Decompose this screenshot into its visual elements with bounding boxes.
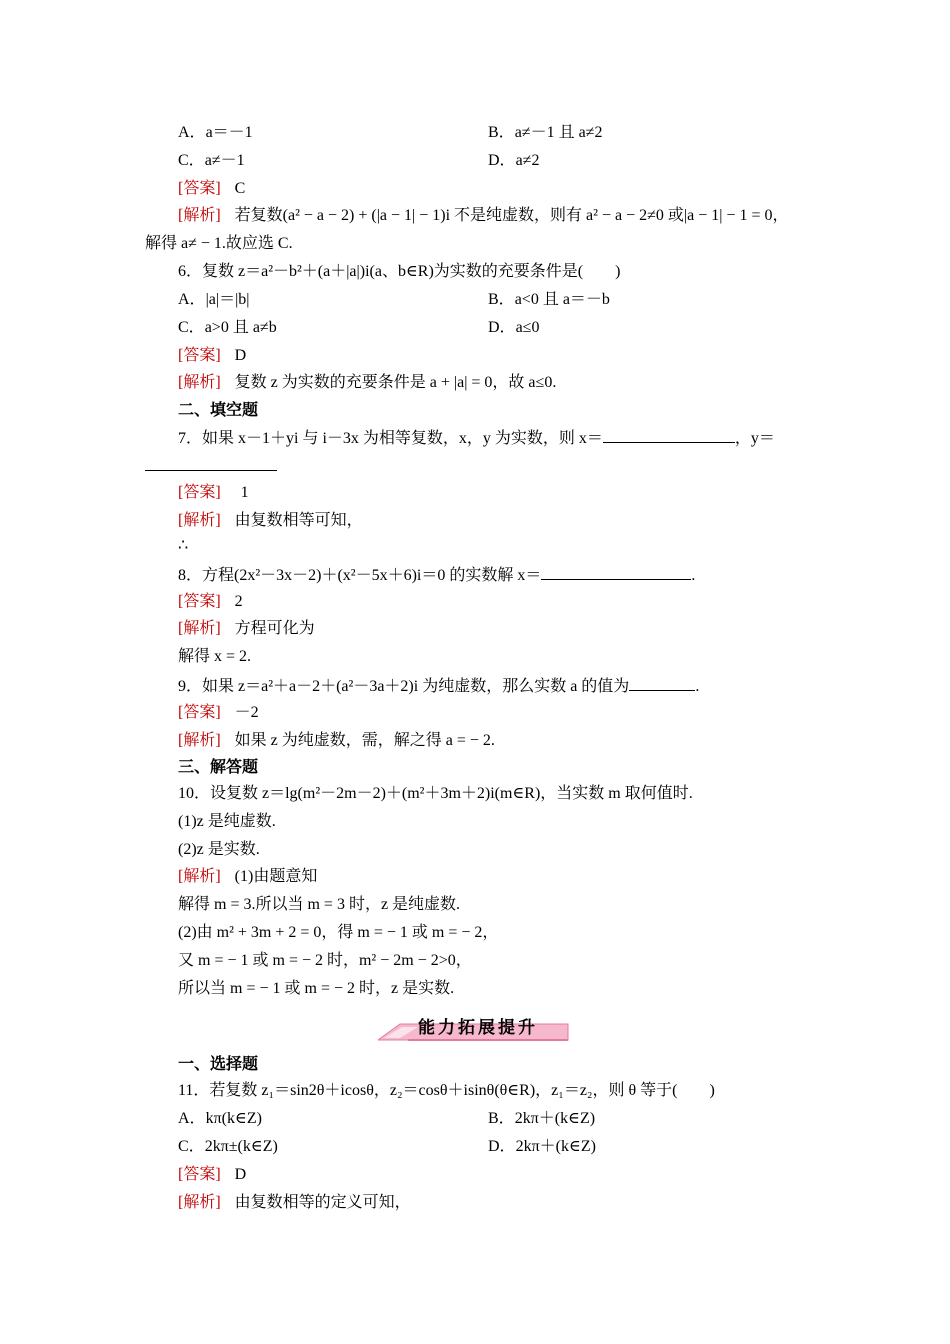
q6-answer — [178, 346, 246, 366]
option-label: D． — [488, 1138, 516, 1155]
q8-analysis — [178, 619, 315, 639]
q7-blank-2[interactable] — [145, 455, 277, 477]
answer-blank[interactable] — [629, 675, 695, 691]
q5-analysis — [178, 206, 788, 226]
analysis-text: 若复数(a² − a − 2) + (|a − 1| − 1)i 不是纯虚数，则有 a² − a − 2≠0 或|a − 1| − 1 = 0， — [234, 207, 789, 224]
option-text: a≠－1 — [204, 152, 245, 169]
option-label: C． — [178, 1138, 205, 1155]
q6-stem: 6．复数 z＝a²－b²＋(a＋|a|)i(a、b∈R)为实数的充要条件是( ) — [178, 263, 621, 280]
q11-stem: 11．若复数 z₁＝sin2θ＋icosθ，z₂＝cosθ＋isinθ(θ∈R)，z₁＝z₂，则 θ 等于( ) — [178, 1082, 715, 1099]
q6-option-c — [178, 318, 277, 338]
q10-stem: 10．设复数 z＝lg(m²－2m－2)＋(m²＋3m＋2)i(m∈R)，当实数 m 取何值时. — [178, 785, 693, 802]
answer-tag: [答案] — [178, 180, 221, 197]
q11-option-b — [488, 1109, 595, 1129]
q5-option-d — [488, 151, 539, 171]
answer-value: C — [234, 180, 246, 197]
q5-answer — [178, 179, 245, 199]
q6-option-d — [488, 318, 539, 338]
answer-blank[interactable] — [603, 427, 735, 443]
option-text: a＝－1 — [205, 124, 253, 141]
option-label: C． — [178, 319, 205, 336]
analysis-tag: [解析] — [178, 620, 221, 637]
q11-option-a — [178, 1109, 262, 1129]
stem-text: 7．如果 x－1＋yi 与 i－3x 为相等复数，x，y 为实数，则 x＝ — [178, 430, 603, 447]
option-label: A． — [178, 1110, 206, 1127]
therefore-symbol: ∴ — [178, 537, 189, 554]
q11-option-c — [178, 1137, 278, 1157]
q8-stem — [178, 564, 695, 586]
option-label: D． — [488, 152, 516, 169]
q11-answer — [178, 1165, 246, 1185]
q10-solution-line: 解得 m = 3.所以当 m = 3 时，z 是纯虚数. — [178, 896, 461, 913]
q10-analysis — [178, 867, 317, 887]
q5-option-b — [488, 123, 602, 143]
analysis-text: 由复数相等可知， — [234, 512, 363, 529]
option-label: B． — [488, 124, 515, 141]
stem-text: . — [695, 678, 700, 695]
q7-stem — [178, 427, 775, 449]
option-label: C． — [178, 152, 205, 169]
analysis-tag: [解析] — [178, 732, 221, 749]
q9-stem — [178, 675, 699, 697]
analysis-text: 复数 z 为实数的充要条件是 a + |a| = 0，故 a≤0. — [234, 374, 557, 391]
answer-blank[interactable] — [145, 455, 277, 471]
q10-solution-line: (2)由 m² + 3m + 2 = 0，得 m = − 1 或 m = − 2， — [178, 924, 499, 941]
analysis-text: 方程可化为 — [234, 620, 315, 637]
stem-text: . — [691, 567, 696, 584]
option-label: A． — [178, 291, 206, 308]
analysis-tag: [解析] — [178, 1194, 221, 1211]
q10-part-2: (2)z 是实数. — [178, 841, 260, 858]
section-heading-fill-blank: 二、填空题 — [178, 402, 259, 419]
stem-text: ，y＝ — [734, 430, 775, 447]
analysis-tag: [解析] — [178, 512, 221, 529]
answer-tag: [答案] — [178, 347, 221, 364]
q7-analysis — [178, 511, 363, 531]
option-text: a≠－1 且 a≠2 — [514, 124, 603, 141]
q6-option-a — [178, 290, 249, 310]
option-text: 2kπ＋(k∈Z) — [515, 1138, 596, 1155]
analysis-tag: [解析] — [178, 207, 221, 224]
option-text: a<0 且 a＝－b — [514, 291, 610, 308]
q10-part-1: (1)z 是纯虚数. — [178, 813, 276, 830]
option-label: B． — [488, 1110, 515, 1127]
q5-option-a — [178, 123, 253, 143]
answer-blank[interactable] — [541, 564, 691, 580]
option-text: 2kπ±(k∈Z) — [204, 1138, 278, 1155]
q6-option-b — [488, 290, 610, 310]
analysis-tag: [解析] — [178, 374, 221, 391]
option-text: 2kπ＋(k∈Z) — [514, 1110, 596, 1127]
q10-solution-line: 所以当 m = − 1 或 m = − 2 时，z 是实数. — [178, 980, 455, 997]
option-label: A． — [178, 124, 206, 141]
option-text: a≠2 — [515, 152, 540, 169]
q9-analysis — [178, 731, 495, 751]
banner-title: 能力拓展提升 — [418, 1018, 538, 1038]
answer-value: 2 — [234, 593, 243, 610]
option-label: B． — [488, 291, 515, 308]
q10-solution-line: 又 m = − 1 或 m = − 2 时，m² − 2m − 2>0， — [178, 952, 472, 969]
option-text: |a|＝|b| — [205, 291, 250, 308]
answer-tag: [答案] — [178, 1166, 221, 1183]
analysis-text: (1)由题意知 — [234, 868, 318, 885]
option-text: a≤0 — [515, 319, 540, 336]
analysis-text: 由复数相等的定义可知， — [234, 1194, 411, 1211]
answer-tag: [答案] — [178, 484, 221, 501]
q8-solution: 解得 x = 2. — [178, 648, 252, 665]
answer-tag: [答案] — [178, 593, 221, 610]
q8-answer — [178, 592, 243, 612]
answer-value: D — [234, 347, 247, 364]
section-heading-solve: 三、解答题 — [178, 759, 259, 776]
stem-text: 8．方程(2x²－3x－2)＋(x²－5x＋6)i＝0 的实数解 x＝ — [178, 567, 542, 584]
q6-analysis — [178, 373, 556, 393]
section-banner — [378, 1010, 578, 1042]
q9-answer — [178, 703, 259, 723]
answer-value: 1 — [240, 484, 249, 501]
answer-value: －2 — [234, 704, 259, 721]
analysis-tag: [解析] — [178, 868, 221, 885]
section-heading-choice: 一、选择题 — [178, 1056, 259, 1073]
stem-text: 9．如果 z＝a²＋a－2＋(a²－3a＋2)i 为纯虚数，那么实数 a 的值为 — [178, 678, 630, 695]
q11-option-d — [488, 1137, 596, 1157]
option-text: a>0 且 a≠b — [204, 319, 277, 336]
answer-tag: [答案] — [178, 704, 221, 721]
analysis-text: 如果 z 为纯虚数，需，解之得 a = − 2. — [234, 732, 495, 749]
option-text: kπ(k∈Z) — [205, 1110, 262, 1127]
q7-answer — [178, 483, 249, 503]
option-label: D． — [488, 319, 516, 336]
q11-analysis — [178, 1193, 411, 1213]
answer-value: D — [234, 1166, 247, 1183]
q5-option-c — [178, 151, 245, 171]
q5-analysis-cont: 解得 a≠ − 1.故应选 C. — [145, 235, 293, 252]
